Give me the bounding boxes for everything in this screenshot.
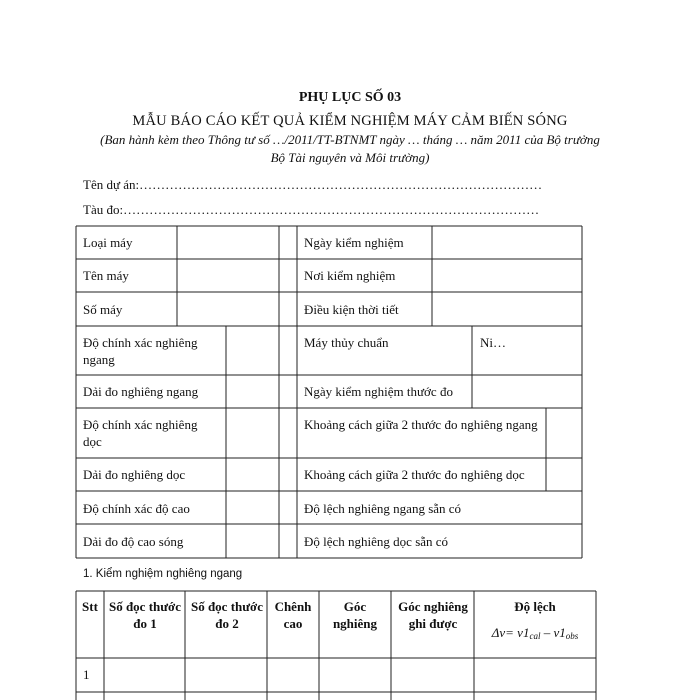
deviation-formula: Δv= v1cal – v1obs bbox=[491, 625, 579, 641]
vessel-field: Tàu đo:…………………………………………………………………………………… bbox=[83, 202, 540, 217]
label-level-instrument: Máy thủy chuẩn bbox=[304, 335, 389, 350]
project-name-field: Tên dự án:………………………………………………………………………………… bbox=[83, 177, 543, 192]
issued-note-line1: (Ban hành kèm theo Thông tư số …/2011/TT-BTNMT ngày … tháng … năm 2011 của Bộ trưởng bbox=[100, 132, 600, 147]
section1-title: 1. Kiểm nghiệm nghiêng ngang bbox=[83, 568, 243, 580]
value-level-instrument: Ni… bbox=[480, 335, 506, 350]
col-stt: Stt bbox=[82, 599, 98, 614]
label-machine-type: Loại máy bbox=[83, 235, 133, 250]
label-rod-distance-roll: Khoảng cách giữa 2 thước đo nghiêng ngang bbox=[304, 417, 538, 432]
col-recorded-angle: Góc nghiêng ghi được bbox=[398, 599, 468, 631]
col-reading1: Số đọc thước đo 1 bbox=[108, 599, 182, 631]
label-pitch-range: Dải đo nghiêng dọc bbox=[83, 467, 186, 482]
form-title: MẪU BÁO CÁO KẾT QUẢ KIỂM NGHIỆM MÁY CẢM BIẾN SÓNG bbox=[132, 113, 568, 129]
label-roll-accuracy: Độ chính xác nghiêng ngang bbox=[83, 335, 198, 367]
label-pitch-accuracy: Độ chính xác nghiêng dọc bbox=[83, 417, 198, 449]
col-tilt-angle: Góc nghiêng bbox=[332, 599, 378, 631]
label-machine-name: Tên máy bbox=[83, 268, 129, 283]
col-reading2: Số đọc thước đo 2 bbox=[190, 599, 264, 631]
label-height-accuracy: Độ chính xác độ cao bbox=[83, 501, 190, 516]
label-weather: Điều kiện thời tiết bbox=[304, 302, 399, 317]
label-wave-height-range: Dải đo độ cao sóng bbox=[83, 534, 184, 549]
issued-note-line2: Bộ Tài nguyên và Môi trường) bbox=[270, 150, 430, 165]
label-machine-number: Số máy bbox=[83, 302, 123, 317]
appendix-title: PHỤ LỤC SỐ 03 bbox=[298, 90, 402, 105]
label-existing-roll-offset: Độ lệch nghiêng ngang sẵn có bbox=[304, 501, 462, 516]
row-number: 1 bbox=[83, 667, 90, 682]
label-test-date: Ngày kiểm nghiệm bbox=[304, 235, 404, 250]
label-existing-pitch-offset: Độ lệch nghiêng dọc sẵn có bbox=[304, 534, 449, 549]
col-deviation: Độ lệch bbox=[514, 599, 556, 614]
label-test-place: Nơi kiểm nghiệm bbox=[304, 268, 396, 283]
col-height-diff: Chênh cao bbox=[274, 599, 312, 631]
label-rod-test-date: Ngày kiểm nghiệm thước đo bbox=[304, 384, 453, 399]
label-rod-distance-pitch: Khoảng cách giữa 2 thước đo nghiêng dọc bbox=[304, 467, 525, 482]
label-roll-range: Dải đo nghiêng ngang bbox=[83, 384, 199, 399]
